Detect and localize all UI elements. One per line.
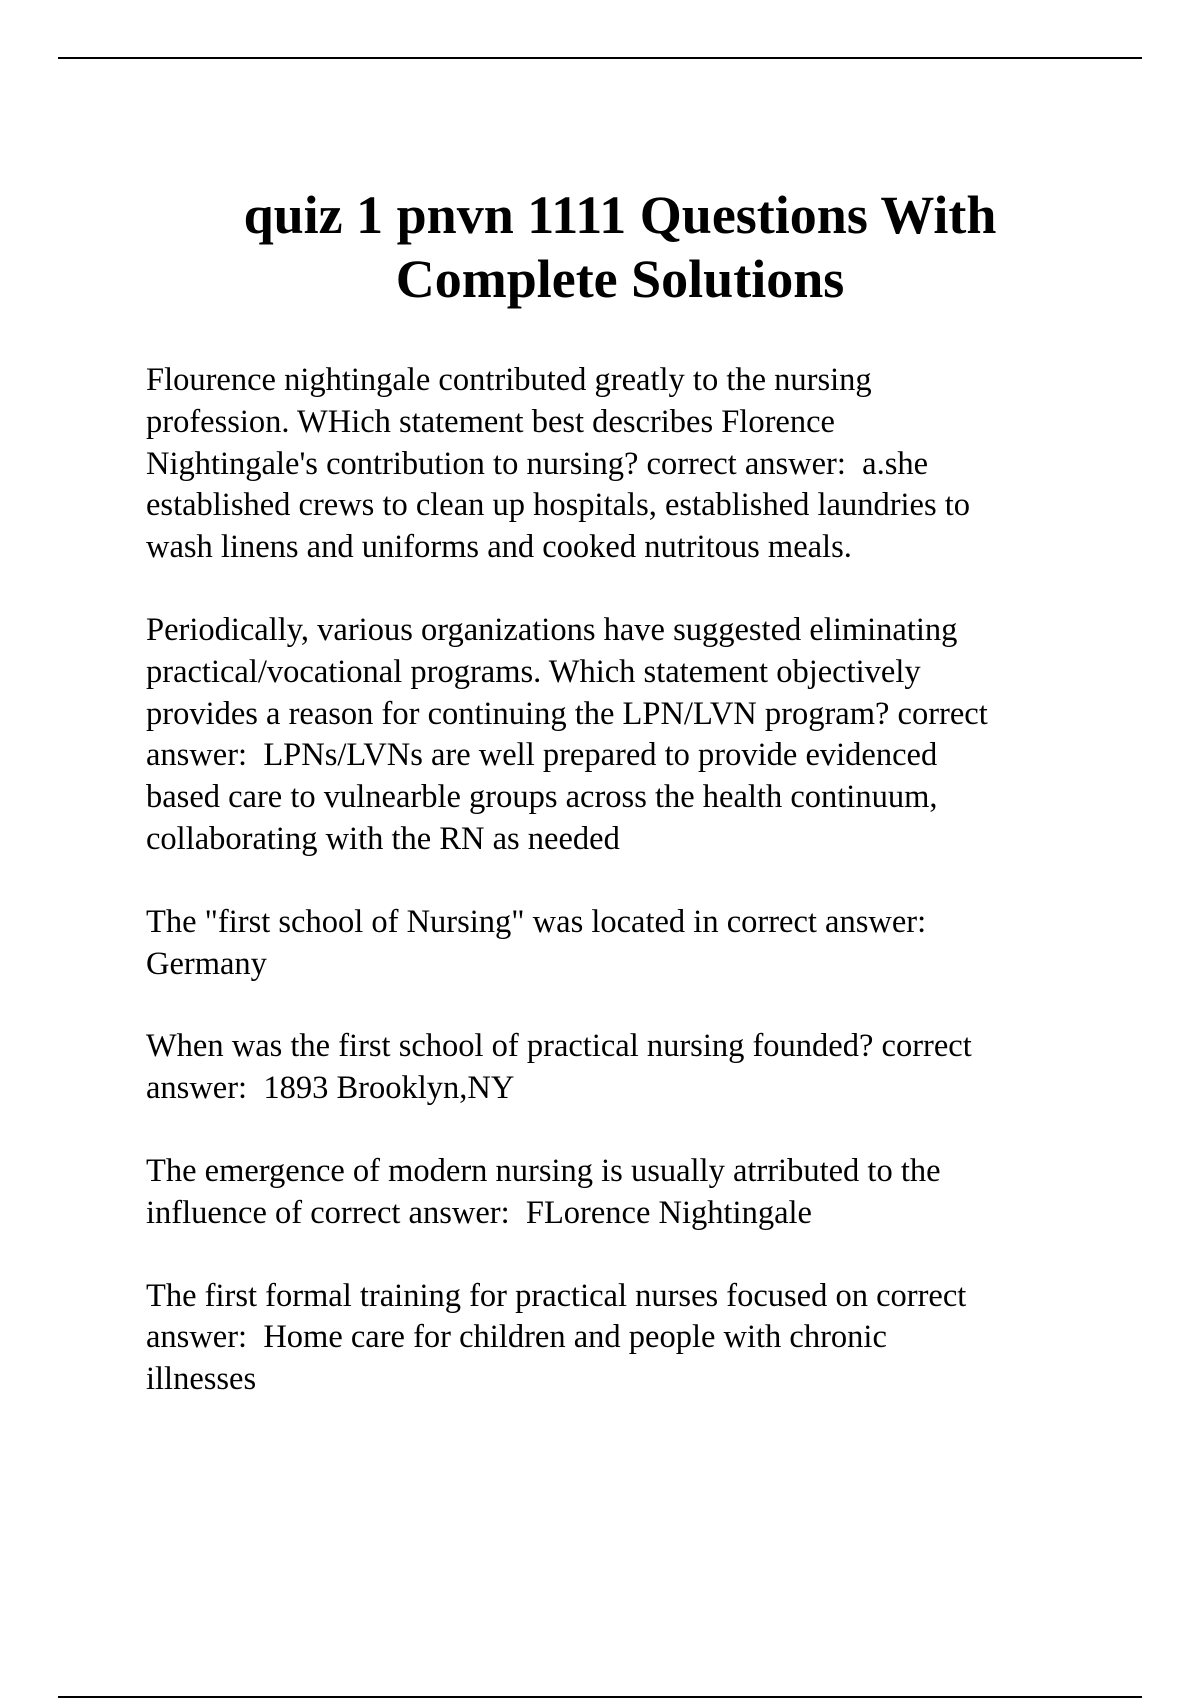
text-line: When was the first school of practical nursing founded? correct bbox=[146, 1028, 972, 1065]
question-text bbox=[146, 1151, 1106, 1235]
text-line: collaborating with the RN as needed bbox=[146, 820, 620, 857]
text-line: based care to vulnearble groups across the health continuum, bbox=[146, 779, 938, 816]
question-text bbox=[146, 1026, 1106, 1110]
question-text bbox=[146, 902, 1106, 986]
document-title-line-1: quiz 1 pnvn 1111 Questions With bbox=[243, 185, 997, 245]
document-title bbox=[0, 183, 1200, 311]
question-text bbox=[146, 1276, 1106, 1401]
text-line: illnesses bbox=[146, 1361, 257, 1398]
question-item bbox=[146, 902, 1106, 986]
text-line: practical/vocational programs. Which statement objectively bbox=[146, 653, 921, 690]
question-item bbox=[146, 1151, 1106, 1235]
question-item bbox=[146, 1276, 1106, 1401]
text-line: The emergence of modern nursing is usually atrributed to the bbox=[146, 1152, 941, 1189]
text-line: The first formal training for practical nurses focused on correct bbox=[146, 1277, 967, 1314]
text-line: Periodically, various organizations have suggested eliminating bbox=[146, 611, 958, 648]
question-text bbox=[146, 360, 1106, 569]
question-item bbox=[146, 1026, 1106, 1110]
question-text bbox=[146, 610, 1106, 861]
text-line: wash linens and uniforms and cooked nutritous meals. bbox=[146, 529, 852, 566]
text-line: answer: 1893 Brooklyn,NY bbox=[146, 1070, 515, 1107]
bottom-rule bbox=[58, 1696, 1142, 1698]
question-list bbox=[146, 360, 1106, 1442]
text-line: Germany bbox=[146, 945, 267, 982]
document-title-line-2: Complete Solutions bbox=[395, 249, 845, 309]
question-item bbox=[146, 610, 1106, 861]
text-line: influence of correct answer: FLorence Nightingale bbox=[146, 1194, 812, 1231]
question-item bbox=[146, 360, 1106, 569]
text-line: The "first school of Nursing" was located in correct answer: bbox=[146, 903, 927, 940]
text-line: Nightingale's contribution to nursing? correct answer: a.she bbox=[146, 445, 929, 482]
text-line: answer: LPNs/LVNs are well prepared to provide evidenced bbox=[146, 737, 938, 774]
text-line: provides a reason for continuing the LPN/LVN program? correct bbox=[146, 695, 988, 732]
text-line: answer: Home care for children and people with chronic bbox=[146, 1319, 887, 1356]
text-line: Flourence nightingale contributed greatly to the nursing bbox=[146, 362, 872, 398]
text-line: profession. WHich statement best describes Florence bbox=[146, 403, 835, 440]
text-line: established crews to clean up hospitals, established laundries to bbox=[146, 487, 971, 524]
top-rule bbox=[58, 57, 1142, 59]
